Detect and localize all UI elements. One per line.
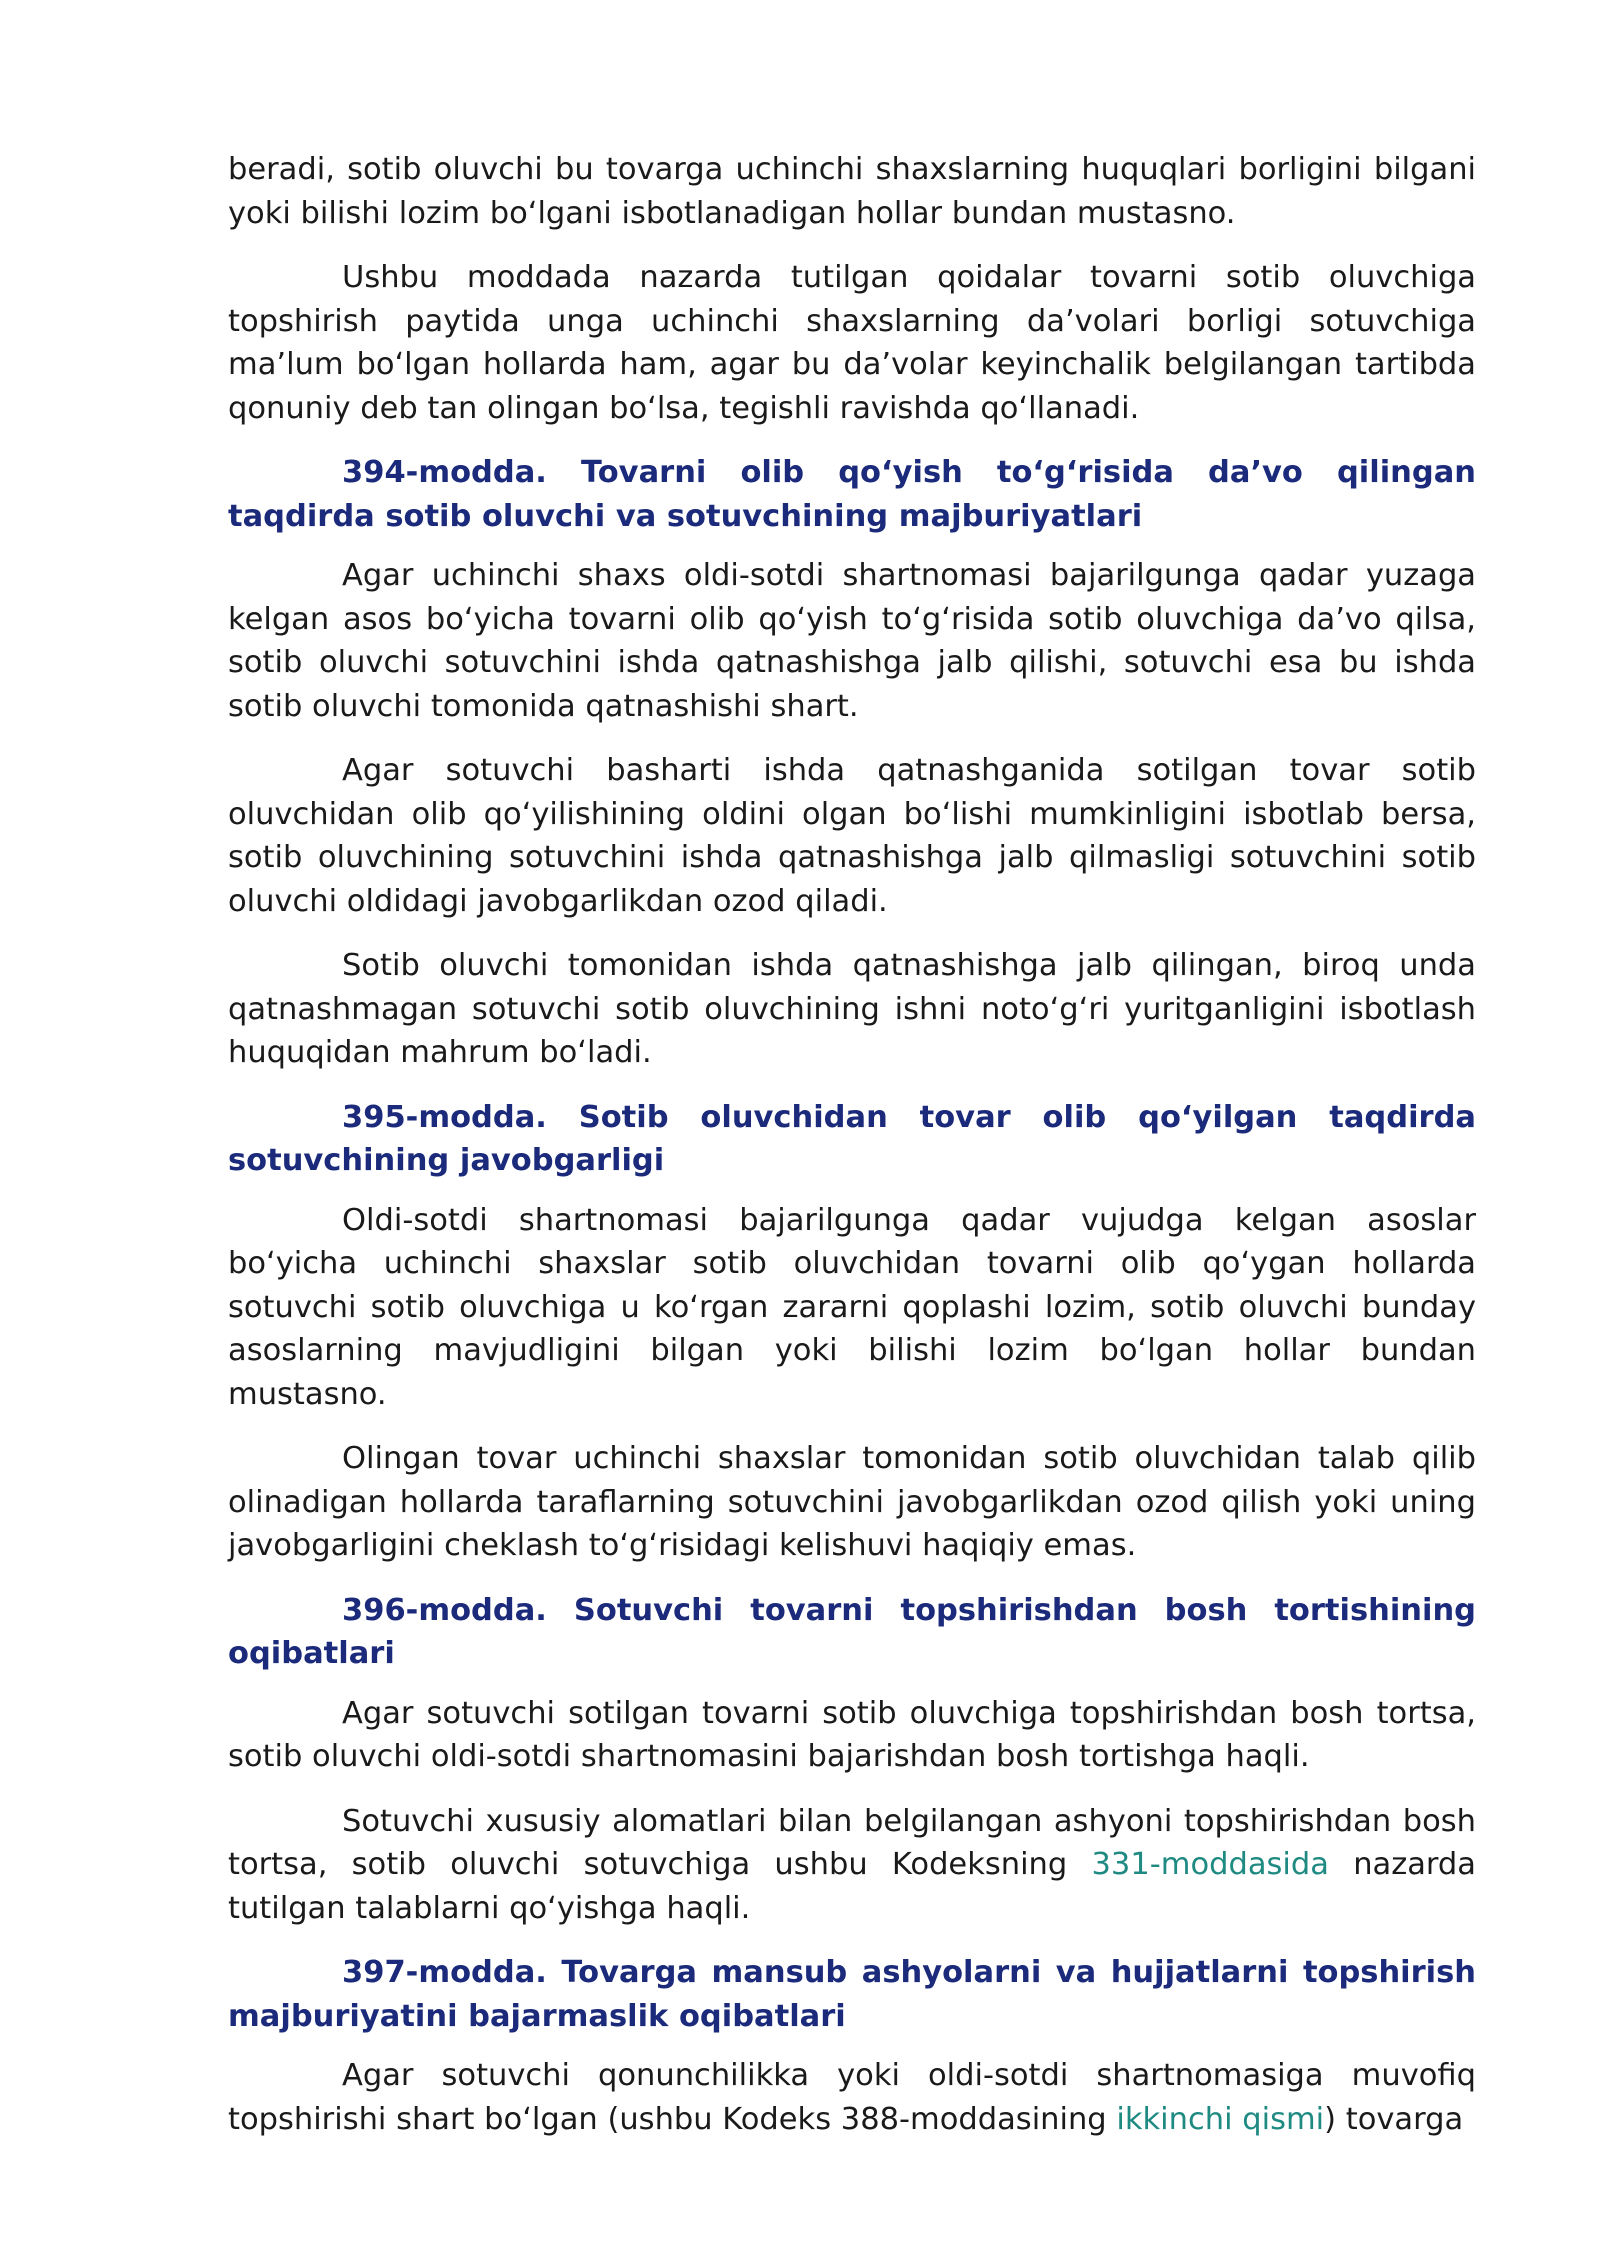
- paragraph-396-part1: Agar sotuvchi sotilgan tovarni sotib oluvchiga topshirishdan bosh tortsa, sotib oluvchi oldi-sotdi shartnomasini bajarishdan bosh tortishga haqli.: [228, 1695, 1476, 1774]
- paragraph-396-part2: [228, 1800, 1476, 1931]
- article-388-part2-link[interactable]: ikkinchi qismi: [1116, 2101, 1325, 2137]
- article-395-heading: 395-modda. Sotib oluvchidan tovar olib qo‘yilgan taqdirda sotuvchining javobgarligi: [228, 1099, 1476, 1178]
- paragraph-397-part1-text-before: Agar sotuvchi qonunchilikka yoki oldi-sotdi shartnomasiga muvofiq topshirishi shart bo‘lgan (ushbu Kodeks 388-moddasining: [228, 2058, 1476, 2137]
- paragraph-393-rule: Ushbu moddada nazarda tutilgan qoidalar tovarni sotib oluvchiga topshirish paytida unga uchinchi shaxslarning da’volari borligi sotuvchiga ma’lum bo‘lgan hollarda ham, agar bu da’volar keyinchalik belgilangan tartibda qonuniy deb tan olingan bo‘lsa, tegishli ravishda qo‘llanadi.: [228, 260, 1476, 426]
- article-396-heading: 396-modda. Sotuvchi tovarni topshirishdan bosh tortishining oqibatlari: [228, 1592, 1476, 1671]
- paragraph-394-part1: Agar uchinchi shaxs oldi-sotdi shartnomasi bajarilgunga qadar yuzaga kelgan asos bo‘yicha tovarni olib qo‘yish to‘g‘risida sotib oluvchiga da’vo qilsa, sotib oluvchi sotuvchini ishda qatnashishga jalb qilishi, sotuvchi esa bu ishda sotib oluvchi tomonida qatnashishi shart.: [228, 558, 1476, 724]
- paragraph-395-part2: Olingan tovar uchinchi shaxslar tomonidan sotib oluvchidan talab qilib olinadigan hollarda taraflarning sotuvchini javobgarlikdan ozod qilish yoki uning javobgarligini cheklash to‘g‘risidagi kelishuvi haqiqiy emas.: [228, 1441, 1476, 1563]
- document-page: [228, 148, 1476, 2162]
- paragraph-396-part2-text-after: nazarda tutilgan talablarni qo‘yishga haqli.: [228, 1847, 1476, 1926]
- article-397-heading: 397-modda. Tovarga mansub ashyolarni va hujjatlarni topshirish majburiyatini bajarmaslik oqibatlari: [228, 1955, 1476, 2034]
- paragraph-394-part3: Sotib oluvchi tomonidan ishda qatnashishga jalb qilingan, biroq unda qatnashmagan sotuvchi sotib oluvchining ishni noto‘g‘ri yuritganligini isbotlash huquqidan mahrum bo‘ladi.: [228, 948, 1476, 1070]
- paragraph-395-part1: Oldi-sotdi shartnomasi bajarilgunga qadar vujudga kelgan asoslar bo‘yicha uchinchi shaxslar sotib oluvchidan tovarni olib qo‘ygan hollarda sotuvchi sotib oluvchiga u ko‘rgan zararni qoplashi lozim, sotib oluvchi bunday asoslarning mavjudligini bilgan yoki bilishi lozim bo‘lgan hollar bundan mustasno.: [228, 1202, 1476, 1412]
- article-331-link[interactable]: 331-moddasida: [1091, 1847, 1329, 1882]
- paragraph-continuation: beradi, sotib oluvchi bu tovarga uchinchi shaxslarning huquqlari borligini bilgani yoki bilishi lozim bo‘lgani isbotlanadigan hollar bundan mustasno.: [228, 152, 1476, 231]
- paragraph-396-part2-text-before: Sotuvchi xususiy alomatlari bilan belgilangan ashyoni topshirishdan bosh tortsa, sotib oluvchi sotuvchiga ushbu Kodeksning: [228, 1803, 1476, 1882]
- article-394-heading: 394-modda. Tovarni olib qo‘yish to‘g‘risida da’vo qilingan taqdirda sotib oluvchi va sotuvchining majburiyatlari: [228, 455, 1476, 534]
- paragraph-397-part1-text-after: ) tovarga: [1324, 2101, 1464, 2137]
- paragraph-394-part2: Agar sotuvchi basharti ishda qatnashganida sotilgan tovar sotib oluvchidan olib qo‘yilishining oldini olgan bo‘lishi mumkinligini isbotlab bersa, sotib oluvchining sotuvchini ishda qatnashishga jalb qilmasligi sotuvchini sotib oluvchi oldidagi javobgarlikdan ozod qiladi.: [228, 753, 1476, 919]
- paragraph-397-part1: [228, 2054, 1476, 2141]
